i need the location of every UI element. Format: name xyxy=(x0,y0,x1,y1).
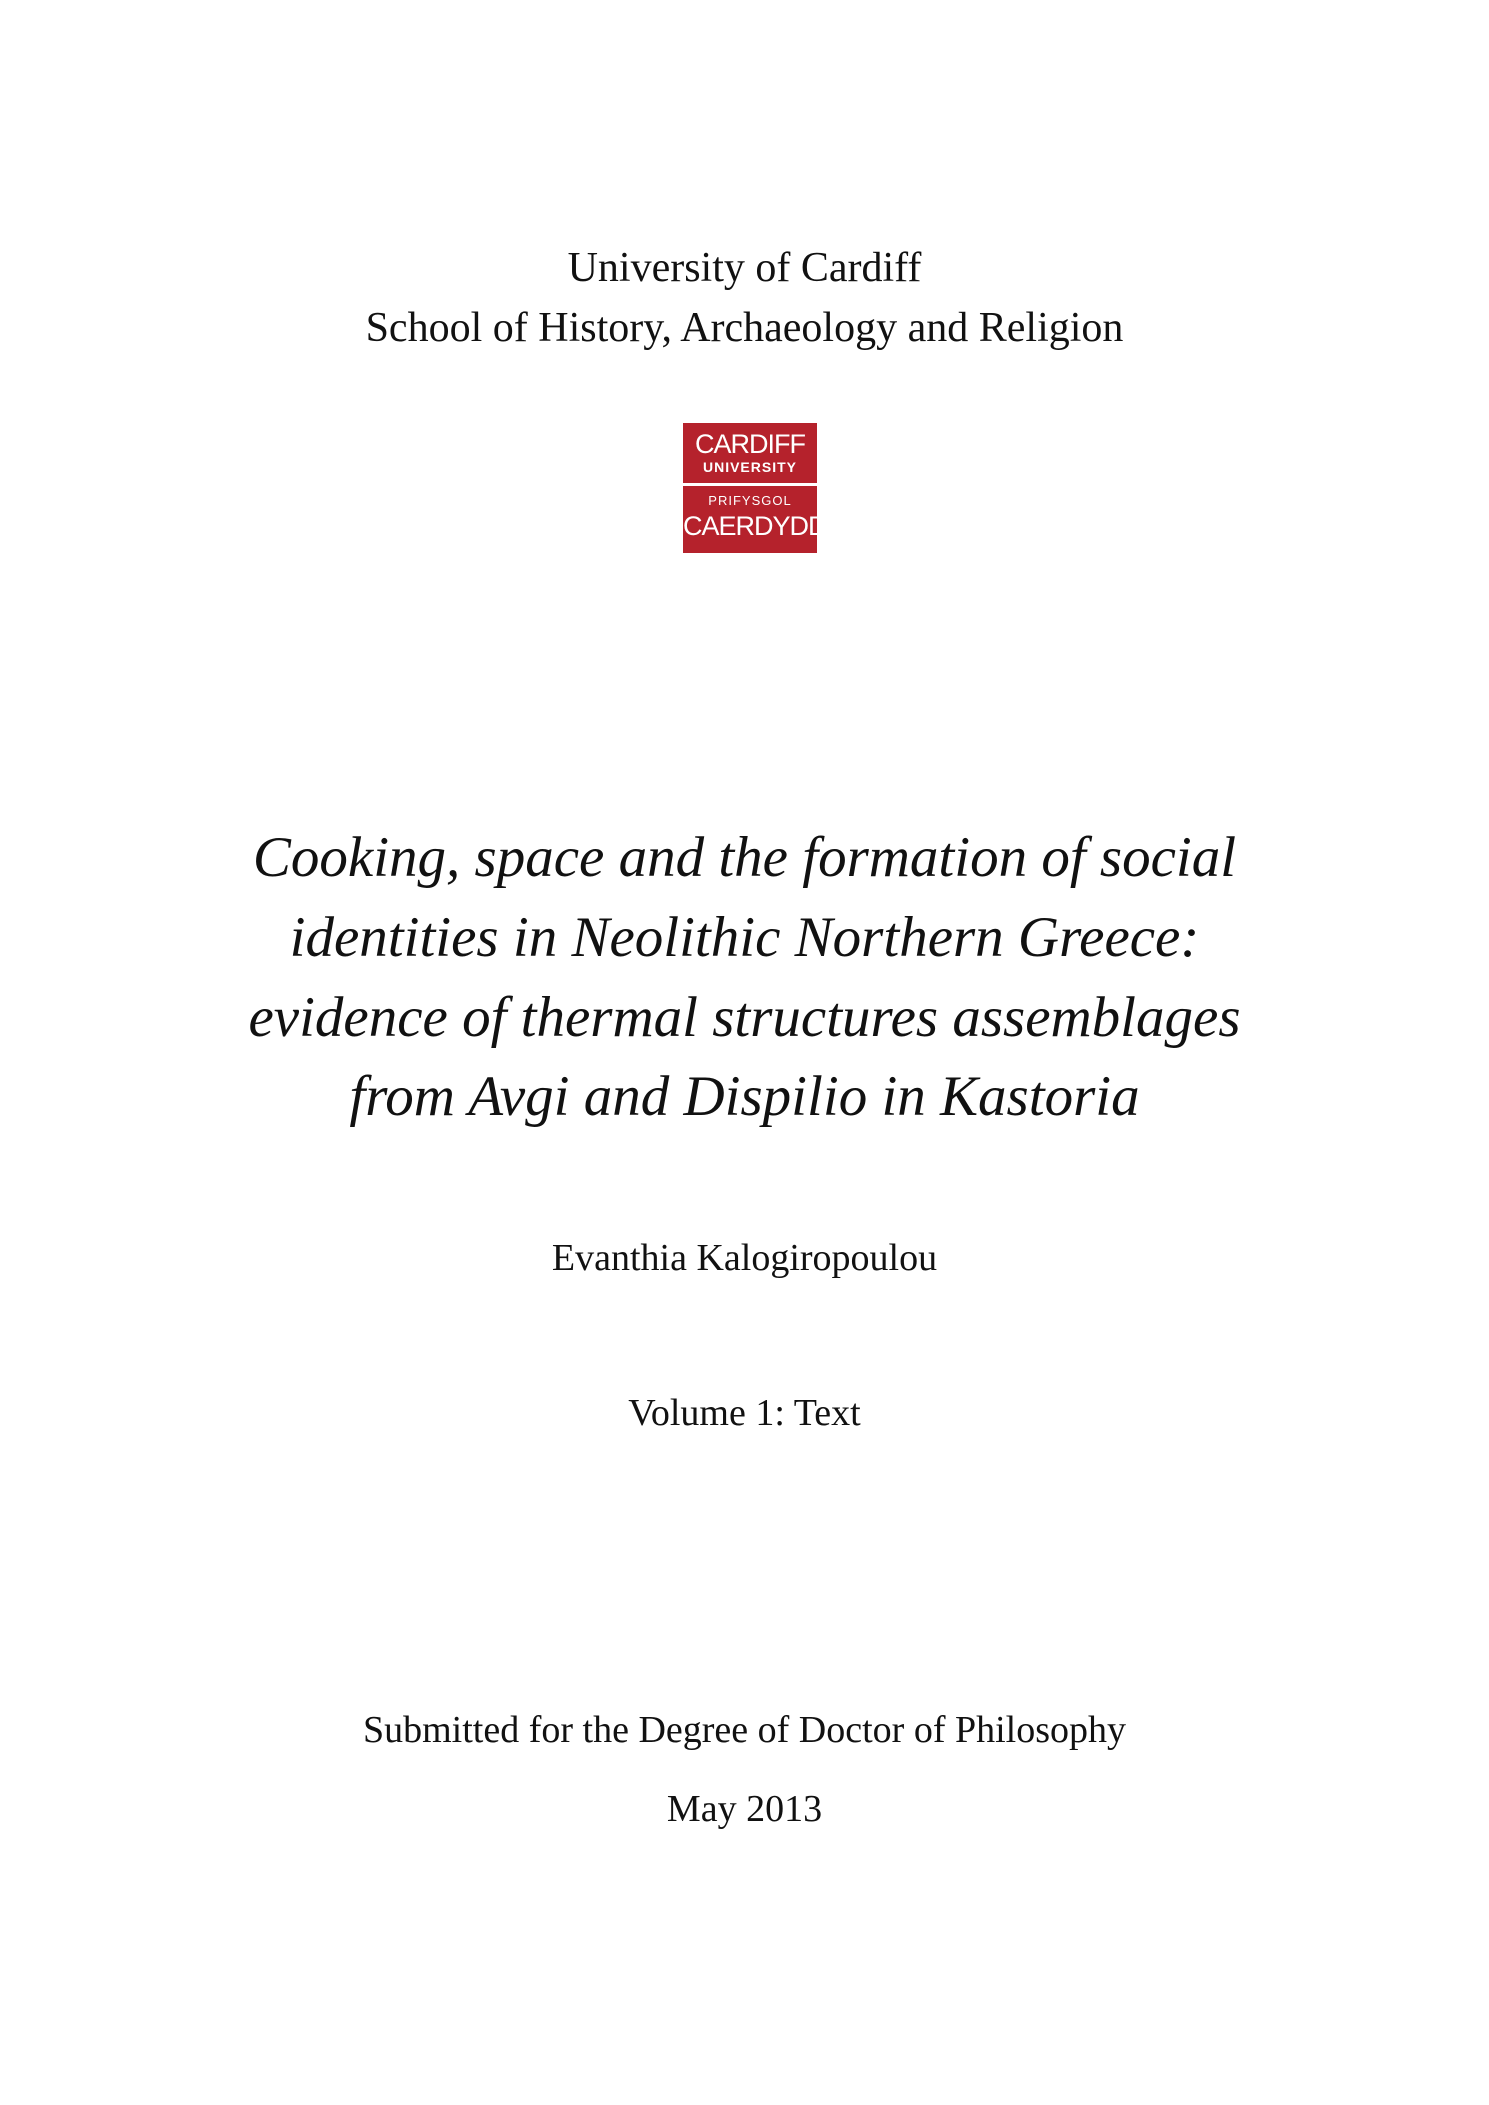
thesis-title-line-2: identities in Neolithic Northern Greece: xyxy=(289,906,1200,969)
logo-text-university: UNIVERSITY xyxy=(702,459,797,475)
thesis-title-line-1: Cooking, space and the formation of social xyxy=(252,826,1237,889)
thesis-title-line-4: from Avgi and Dispilio in Kastoria xyxy=(349,1065,1140,1128)
school-name: School of History, Archaeology and Religion xyxy=(365,305,1124,351)
degree-statement: Submitted for the Degree of Doctor of Philosophy xyxy=(362,1709,1127,1751)
logo-text-cardiff: CARDIFF xyxy=(695,429,805,459)
thesis-title-line-3: evidence of thermal structures assemblages xyxy=(248,986,1241,1049)
logo-divider xyxy=(683,483,817,486)
author-name: Evanthia Kalogiropoulou xyxy=(551,1237,938,1279)
university-name: University of Cardiff xyxy=(567,245,922,291)
cardiff-university-logo xyxy=(683,423,827,553)
logo-text-prifysgol: PRIFYSGOL xyxy=(708,493,792,508)
submission-date: May 2013 xyxy=(666,1788,823,1830)
logo-text-caerdydd: CAERDYDD xyxy=(683,511,827,541)
volume-label: Volume 1: Text xyxy=(628,1392,861,1434)
